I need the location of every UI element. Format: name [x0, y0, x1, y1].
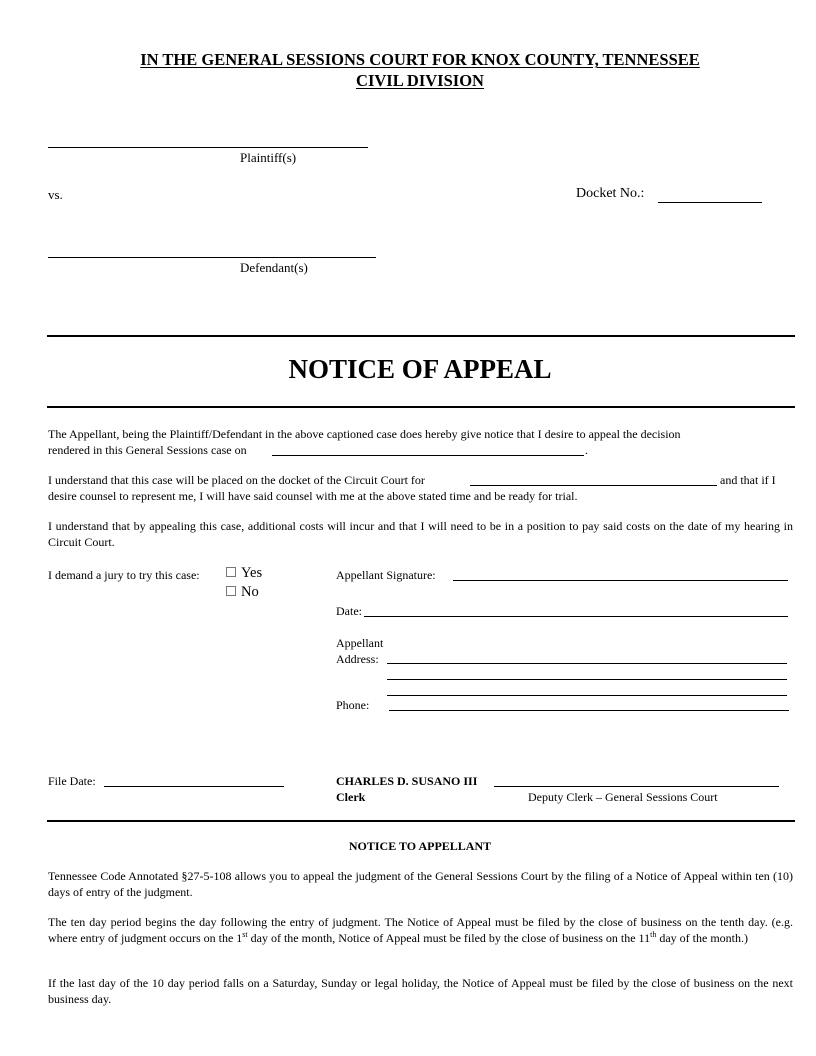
address-line-2[interactable]: [387, 679, 787, 680]
defendant-label: Defendant(s): [240, 260, 308, 275]
plaintiff-line[interactable]: [48, 147, 368, 148]
circuit-court-date-line[interactable]: [470, 485, 717, 486]
address-label-2: Address:: [336, 652, 379, 666]
divider-top: [47, 335, 795, 337]
address-line-1[interactable]: [387, 663, 787, 664]
file-date-label: File Date:: [48, 774, 96, 788]
notice-paragraph-2: [48, 914, 793, 946]
decision-date-line[interactable]: [272, 455, 584, 456]
jury-label: I demand a jury to try this case:: [48, 568, 200, 582]
clerk-title: Clerk: [336, 790, 366, 804]
notice-heading: NOTICE TO APPELLANT: [348, 839, 492, 853]
signature-label: Appellant Signature:: [336, 568, 436, 582]
division-name: CIVIL DIVISION: [356, 71, 484, 90]
jury-no-label: No: [241, 584, 259, 600]
date-line[interactable]: [364, 616, 788, 617]
deputy-clerk-line[interactable]: [494, 786, 779, 787]
docket-label: Docket No.:: [576, 186, 645, 201]
deputy-clerk-label: Deputy Clerk – General Sessions Court: [528, 790, 718, 804]
paragraph-3: I understand that by appealing this case, additional costs will incur and that I will need to be in a position to pay said costs on the date of my hearing in Circuit Court.: [48, 519, 793, 549]
divider-notice: [47, 820, 795, 822]
paragraph-1-line-1: The Appellant, being the Plaintiff/Defendant in the above captioned case does hereby give notice that I desire to appeal the decision: [48, 427, 681, 441]
vs-label: vs.: [48, 187, 63, 202]
ordinal-11-suffix: th: [650, 930, 657, 939]
page-title: NOTICE OF APPEAL: [288, 354, 552, 384]
paragraph-1-line-2: rendered in this General Sessions case on: [48, 443, 247, 457]
paragraph-2-part-2: and that if I: [720, 473, 776, 487]
ordinal-1-suffix: st: [242, 930, 248, 939]
phone-label: Phone:: [336, 698, 370, 712]
jury-yes-checkbox[interactable]: [226, 567, 236, 577]
signature-line[interactable]: [453, 580, 788, 581]
notice-paragraph-2-part-a: The ten day period begins the day following the entry of judgment. The Notice of Appeal must be filed by the close of business on the tenth day. (e.g. where entry of judgment occurs on the 1: [48, 915, 793, 945]
defendant-line[interactable]: [48, 257, 376, 258]
notice-paragraph-3: If the last day of the 10 day period falls on a Saturday, Sunday or legal holiday, the Notice of Appeal must be filed by the close of business on the next business day.: [48, 976, 793, 1006]
jury-yes-label: Yes: [241, 565, 263, 581]
notice-paragraph-1: Tennessee Code Annotated §27-5-108 allows you to appeal the judgment of the General Sessions Court by the filing of a Notice of Appeal within ten (10) days of entry of the judgment.: [48, 869, 793, 899]
notice-paragraph-2-part-b: day of the month, Notice of Appeal must be filed by the close of business on the 11: [247, 931, 651, 945]
address-label-1: Appellant: [336, 636, 384, 650]
notice-paragraph-2-part-c: day of the month.): [656, 931, 748, 945]
paragraph-2-line-2: desire counsel to represent me, I will have said counsel with me at the above stated time and be ready for trial.: [48, 489, 578, 503]
court-name: IN THE GENERAL SESSIONS COURT FOR KNOX COUNTY, TENNESSEE: [140, 50, 700, 69]
paragraph-2-part-1: I understand that this case will be placed on the docket of the Circuit Court for: [48, 473, 425, 487]
clerk-name: CHARLES D. SUSANO III: [336, 774, 478, 788]
docket-line[interactable]: [658, 202, 762, 203]
divider-bottom: [47, 406, 795, 408]
jury-no-option[interactable]: [226, 583, 259, 601]
address-line-3[interactable]: [387, 695, 787, 696]
date-label: Date:: [336, 604, 362, 618]
period-mark: .: [585, 443, 588, 457]
file-date-line[interactable]: [104, 786, 284, 787]
jury-yes-option[interactable]: [226, 564, 262, 582]
phone-line[interactable]: [389, 710, 789, 711]
plaintiff-label: Plaintiff(s): [240, 150, 297, 165]
jury-no-checkbox[interactable]: [226, 586, 236, 596]
